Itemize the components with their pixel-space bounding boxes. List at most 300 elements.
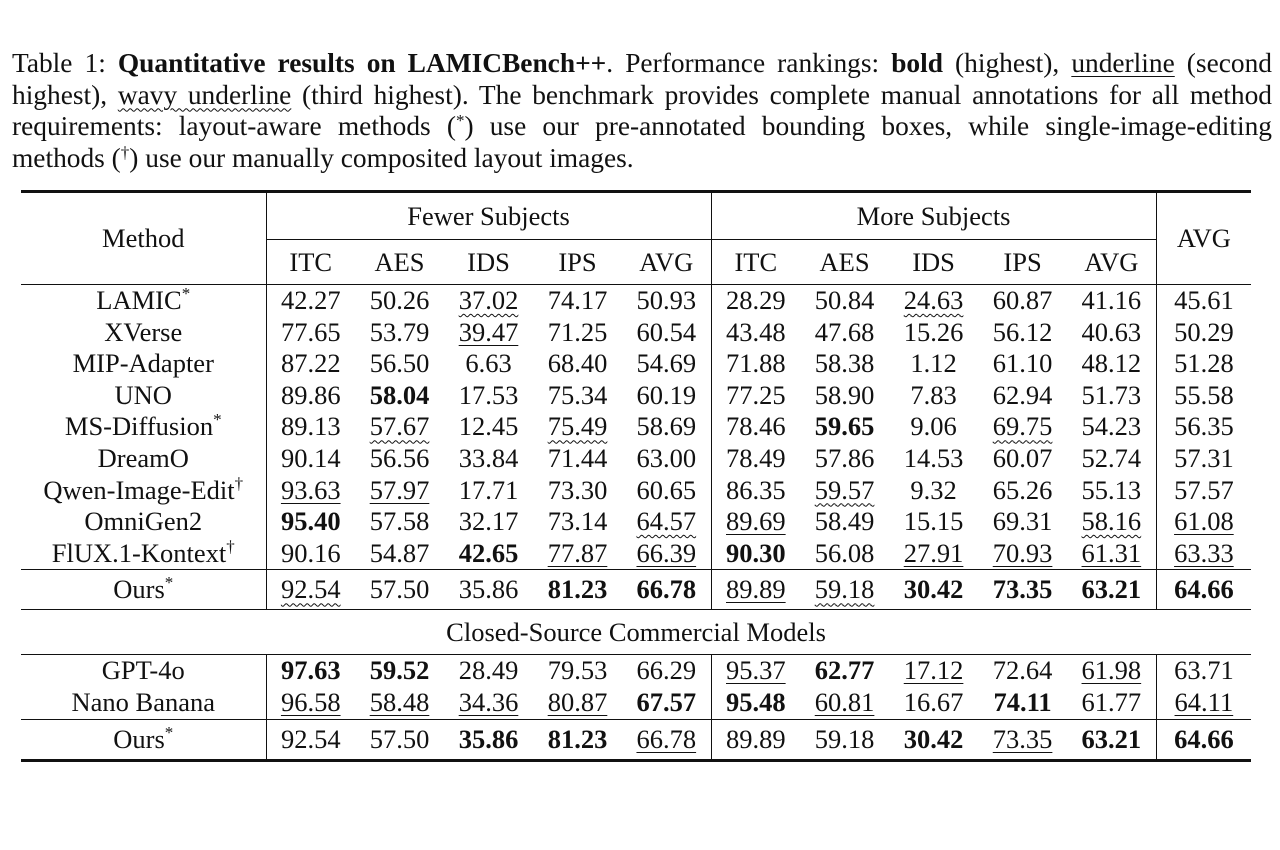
table-row (21, 443, 1251, 475)
method-mark: * (181, 284, 191, 303)
cell-value: 56.35 (1174, 411, 1234, 442)
cell-value: 90.14 (280, 442, 341, 473)
value-cell (978, 411, 1067, 443)
cell-value: 35.86 (458, 723, 519, 754)
method-name (21, 348, 266, 380)
table-row (21, 655, 1251, 687)
value-cell (1067, 687, 1156, 719)
value-cell (266, 443, 355, 475)
value-cell (444, 475, 533, 507)
cell-value: 77.65 (280, 316, 341, 347)
value-cell (1156, 475, 1251, 507)
value-cell (800, 538, 889, 570)
cell-value: 33.84 (458, 442, 519, 473)
cell-value: 60.81 (814, 686, 875, 717)
cell-value: 54.87 (369, 537, 430, 568)
cell-value: 69.75 (992, 411, 1053, 442)
cell-value: 60.87 (992, 285, 1053, 315)
value-cell (1156, 719, 1251, 760)
col-header: IDS (912, 246, 955, 277)
value-cell (266, 719, 355, 760)
caption-label: Table 1: (12, 48, 106, 78)
cell-value: 62.77 (814, 655, 875, 686)
cell-value: 63.71 (1174, 655, 1234, 686)
cell-value: 52.74 (1081, 442, 1142, 473)
value-cell (889, 570, 978, 610)
cell-value: 28.49 (458, 655, 519, 686)
cell-value: 67.57 (636, 686, 697, 717)
caption-text: ) use our manually composited layout images. (129, 142, 634, 173)
cell-value: 89.69 (726, 506, 786, 537)
closed-source-rows (21, 655, 1251, 719)
value-cell (622, 411, 711, 443)
ours-row-open (21, 570, 1251, 610)
cell-value: 73.35 (992, 723, 1053, 754)
value-cell (355, 380, 444, 412)
value-cell (978, 655, 1067, 687)
method-label: UNO (114, 379, 172, 410)
legend-underline: underline (1071, 48, 1175, 78)
method-mark: † (226, 536, 235, 556)
table-row (21, 285, 1251, 317)
method-name (21, 687, 266, 719)
value-cell (889, 317, 978, 349)
cell-value: 61.98 (1081, 655, 1142, 686)
value-cell (355, 570, 444, 610)
caption-title: Quantitative results on LAMICBench++ (117, 48, 607, 78)
method-label: DreamO (97, 442, 189, 473)
value-cell (266, 348, 355, 380)
value-cell (533, 687, 622, 719)
cell-value: 70.93 (992, 537, 1053, 568)
value-cell (622, 380, 711, 412)
cell-value: 57.86 (814, 442, 875, 473)
section-title: Closed-Source Commercial Models (21, 610, 1251, 655)
cell-value: 34.36 (458, 686, 519, 717)
value-cell (622, 348, 711, 380)
table-row (21, 570, 1251, 610)
col-header: AVG (639, 246, 694, 277)
value-cell (533, 506, 622, 538)
value-cell (444, 570, 533, 610)
value-cell (444, 687, 533, 719)
value-cell (1067, 411, 1156, 443)
value-cell (711, 348, 800, 380)
value-cell (266, 285, 355, 317)
value-cell (800, 380, 889, 412)
table-row (21, 317, 1251, 349)
cell-value: 17.53 (458, 379, 519, 410)
value-cell (444, 506, 533, 538)
method-label: FlUX.1-Kontext (51, 537, 227, 568)
method-name (21, 380, 266, 412)
cell-value: 66.78 (636, 574, 697, 605)
cell-value: 95.37 (726, 655, 786, 686)
col-header: IDS (467, 246, 510, 277)
table-row (21, 380, 1251, 412)
value-cell (889, 380, 978, 412)
cell-value: 12.45 (458, 411, 519, 442)
method-label: GPT-4o (101, 655, 185, 686)
table-row (21, 538, 1251, 570)
caption-text: (second highest), (12, 48, 1272, 110)
value-cell (889, 475, 978, 507)
value-cell (533, 719, 622, 760)
value-cell (800, 687, 889, 719)
cell-value: 61.08 (1174, 506, 1234, 537)
method-header: Method (21, 192, 266, 285)
method-label: MS-Diffusion (64, 411, 214, 442)
cell-value: 42.27 (280, 285, 341, 315)
fewer-subjects-header: Fewer Subjects (266, 192, 711, 240)
cell-value: 16.67 (903, 686, 964, 717)
value-cell (533, 655, 622, 687)
cell-value: 64.66 (1174, 723, 1234, 754)
cell-value: 17.12 (903, 655, 964, 686)
col-header: AES (374, 246, 425, 277)
value-cell (622, 687, 711, 719)
value-cell (355, 506, 444, 538)
cell-value: 6.63 (465, 348, 512, 379)
cell-value: 58.90 (814, 379, 875, 410)
method-name (21, 411, 266, 443)
star-mark: * (455, 111, 465, 130)
value-cell (711, 570, 800, 610)
value-cell (711, 719, 800, 760)
value-cell (711, 285, 800, 317)
value-cell (889, 506, 978, 538)
cell-value: 69.31 (992, 506, 1053, 537)
value-cell (266, 317, 355, 349)
value-cell (355, 538, 444, 570)
cell-value: 63.21 (1081, 574, 1142, 605)
cell-value: 60.19 (636, 379, 697, 410)
value-cell (444, 380, 533, 412)
cell-value: 64.57 (636, 506, 697, 537)
value-cell (444, 317, 533, 349)
cell-value: 17.71 (458, 474, 519, 505)
cell-value: 64.11 (1174, 686, 1234, 717)
cell-value: 54.69 (636, 348, 697, 379)
value-cell (978, 506, 1067, 538)
cell-value: 57.67 (369, 411, 430, 442)
cell-value: 61.31 (1081, 537, 1142, 568)
table-row (21, 506, 1251, 538)
value-cell (1067, 348, 1156, 380)
value-cell (889, 443, 978, 475)
value-cell (1067, 443, 1156, 475)
cell-value: 71.44 (547, 442, 608, 473)
cell-value: 30.42 (903, 574, 964, 605)
value-cell (355, 443, 444, 475)
value-cell (800, 506, 889, 538)
method-mark: * (164, 573, 174, 593)
cell-value: 28.29 (726, 285, 786, 315)
value-cell (622, 655, 711, 687)
value-cell (800, 348, 889, 380)
cell-value: 90.16 (280, 537, 341, 568)
value-cell (800, 475, 889, 507)
caption-text: (highest), (942, 48, 1072, 78)
cell-value: 75.49 (547, 411, 608, 442)
value-cell (978, 687, 1067, 719)
value-cell (711, 655, 800, 687)
cell-value: 57.97 (369, 474, 430, 505)
cell-value: 15.15 (903, 506, 964, 537)
caption-text: . Performance rankings: (606, 48, 892, 78)
value-cell (355, 719, 444, 760)
dagger-mark: † (120, 142, 130, 162)
table-caption (12, 48, 1272, 174)
value-cell (1067, 380, 1156, 412)
cell-value: 79.53 (547, 655, 608, 686)
method-label: Ours (113, 723, 165, 754)
caption-text: (third highest). The benchmark provides complete manual annotations for all method requirements: layout-aware methods ( (12, 79, 1272, 141)
value-cell (444, 538, 533, 570)
value-cell (1156, 570, 1251, 610)
cell-value: 39.47 (458, 316, 519, 347)
value-cell (266, 538, 355, 570)
cell-value: 78.49 (726, 442, 786, 473)
cell-value: 80.87 (547, 686, 608, 717)
cell-value: 77.25 (726, 379, 786, 410)
value-cell (622, 443, 711, 475)
caption-text: ) use our pre-annotated bounding boxes, while single-image-editing methods ( (12, 111, 1272, 173)
cell-value: 55.58 (1174, 379, 1234, 410)
cell-value: 15.26 (903, 316, 964, 347)
cell-value: 9.32 (910, 474, 957, 505)
value-cell (622, 475, 711, 507)
value-cell (978, 475, 1067, 507)
cell-value: 78.46 (726, 411, 786, 442)
cell-value: 63.33 (1174, 537, 1234, 568)
method-name (21, 570, 266, 610)
method-name (21, 655, 266, 687)
value-cell (1156, 687, 1251, 719)
cell-value: 9.06 (910, 411, 957, 442)
value-cell (800, 719, 889, 760)
value-cell (355, 348, 444, 380)
table-row (21, 719, 1251, 760)
cell-value: 93.63 (280, 474, 341, 505)
cell-value: 50.26 (369, 285, 430, 315)
table-row (21, 687, 1251, 719)
value-cell (622, 538, 711, 570)
value-cell (800, 317, 889, 349)
cell-value: 92.54 (280, 574, 341, 605)
value-cell (800, 570, 889, 610)
cell-value: 75.34 (547, 379, 608, 410)
value-cell (711, 506, 800, 538)
method-label: XVerse (104, 316, 183, 347)
cell-value: 48.12 (1081, 348, 1142, 379)
cell-value: 24.63 (903, 285, 964, 315)
value-cell (1156, 285, 1251, 317)
value-cell (978, 285, 1067, 317)
value-cell (355, 655, 444, 687)
cell-value: 77.87 (547, 537, 608, 568)
cell-value: 96.58 (280, 686, 341, 717)
value-cell (800, 443, 889, 475)
value-cell (889, 719, 978, 760)
value-cell (711, 538, 800, 570)
value-cell (1067, 655, 1156, 687)
cell-value: 81.23 (547, 723, 608, 754)
cell-value: 58.48 (369, 686, 430, 717)
cell-value: 30.42 (903, 723, 964, 754)
value-cell (1156, 317, 1251, 349)
value-cell (266, 475, 355, 507)
open-source-rows (21, 285, 1251, 570)
value-cell (711, 687, 800, 719)
cell-value: 89.86 (280, 379, 341, 410)
value-cell (1156, 506, 1251, 538)
cell-value: 66.78 (636, 723, 697, 754)
cell-value: 59.57 (814, 474, 875, 505)
cell-value: 55.13 (1081, 474, 1142, 505)
cell-value: 63.00 (636, 442, 697, 473)
cell-value: 58.16 (1081, 506, 1142, 537)
value-cell (1156, 538, 1251, 570)
cell-value: 57.57 (1174, 474, 1234, 505)
cell-value: 73.35 (992, 574, 1053, 605)
cell-value: 51.73 (1081, 379, 1142, 410)
value-cell (978, 443, 1067, 475)
col-header: IPS (558, 246, 597, 277)
method-name (21, 317, 266, 349)
method-mark: * (213, 410, 222, 430)
cell-value: 97.63 (280, 655, 341, 686)
cell-value: 89.89 (726, 574, 786, 605)
value-cell (978, 719, 1067, 760)
value-cell (1067, 538, 1156, 570)
overall-avg-header: AVG (1156, 192, 1251, 285)
value-cell (355, 475, 444, 507)
value-cell (266, 380, 355, 412)
cell-value: 56.50 (369, 348, 430, 379)
cell-value: 95.40 (280, 506, 341, 537)
value-cell (889, 348, 978, 380)
value-cell (1156, 655, 1251, 687)
cell-value: 95.48 (726, 686, 786, 717)
cell-value: 57.31 (1174, 442, 1234, 473)
value-cell (978, 317, 1067, 349)
value-cell (533, 443, 622, 475)
cell-value: 92.54 (280, 723, 341, 754)
method-name (21, 506, 266, 538)
method-name (21, 475, 266, 507)
cell-value: 74.11 (993, 686, 1052, 717)
cell-value: 50.93 (636, 285, 697, 315)
cell-value: 57.58 (369, 506, 430, 537)
cell-value: 57.50 (369, 574, 430, 605)
value-cell (622, 317, 711, 349)
value-cell (1067, 719, 1156, 760)
value-cell (533, 348, 622, 380)
method-name (21, 538, 266, 570)
cell-value: 57.50 (369, 723, 430, 754)
value-cell (622, 506, 711, 538)
table-row (21, 411, 1251, 443)
cell-value: 73.14 (547, 506, 608, 537)
method-label: OmniGen2 (84, 506, 203, 537)
value-cell (889, 655, 978, 687)
value-cell (1067, 506, 1156, 538)
cell-value: 71.25 (547, 316, 608, 347)
cell-value: 87.22 (280, 348, 341, 379)
cell-value: 43.48 (726, 316, 786, 347)
value-cell (1067, 317, 1156, 349)
value-cell (444, 348, 533, 380)
cell-value: 14.53 (903, 442, 964, 473)
method-mark: † (234, 473, 244, 493)
cell-value: 37.02 (458, 285, 519, 315)
value-cell (1067, 570, 1156, 610)
value-cell (800, 285, 889, 317)
cell-value: 59.65 (814, 411, 875, 442)
cell-value: 59.18 (814, 574, 875, 605)
cell-value: 65.26 (992, 474, 1053, 505)
cell-value: 66.39 (636, 537, 697, 568)
method-label: LAMIC (96, 285, 182, 315)
cell-value: 27.91 (903, 537, 964, 568)
cell-value: 86.35 (726, 474, 786, 505)
value-cell (355, 687, 444, 719)
value-cell (444, 719, 533, 760)
cell-value: 60.54 (636, 316, 697, 347)
table-row (21, 348, 1251, 380)
cell-value: 58.49 (814, 506, 875, 537)
cell-value: 50.84 (814, 285, 875, 315)
cell-value: 51.28 (1174, 348, 1234, 379)
value-cell (444, 655, 533, 687)
cell-value: 7.83 (910, 379, 957, 410)
value-cell (355, 411, 444, 443)
cell-value: 58.38 (814, 348, 875, 379)
ours-row-closed (21, 719, 1251, 760)
cell-value: 53.79 (369, 316, 430, 347)
cell-value: 64.66 (1174, 574, 1234, 605)
closed-section (21, 610, 1251, 655)
value-cell (889, 538, 978, 570)
value-cell (1156, 411, 1251, 443)
value-cell (444, 285, 533, 317)
value-cell (266, 655, 355, 687)
method-mark: * (164, 722, 174, 742)
cell-value: 71.88 (726, 348, 786, 379)
cell-value: 56.12 (992, 316, 1053, 347)
value-cell (711, 380, 800, 412)
value-cell (533, 570, 622, 610)
value-cell (1156, 348, 1251, 380)
cell-value: 66.29 (636, 655, 697, 686)
value-cell (711, 411, 800, 443)
cell-value: 89.13 (280, 411, 341, 442)
value-cell (1156, 443, 1251, 475)
value-cell (978, 380, 1067, 412)
cell-value: 58.04 (369, 379, 430, 410)
method-label: MIP-Adapter (72, 348, 214, 379)
value-cell (889, 687, 978, 719)
cell-value: 54.23 (1081, 411, 1142, 442)
value-cell (978, 570, 1067, 610)
value-cell (978, 348, 1067, 380)
cell-value: 63.21 (1081, 723, 1142, 754)
value-cell (266, 411, 355, 443)
value-cell (622, 719, 711, 760)
value-cell (1156, 380, 1251, 412)
value-cell (533, 411, 622, 443)
